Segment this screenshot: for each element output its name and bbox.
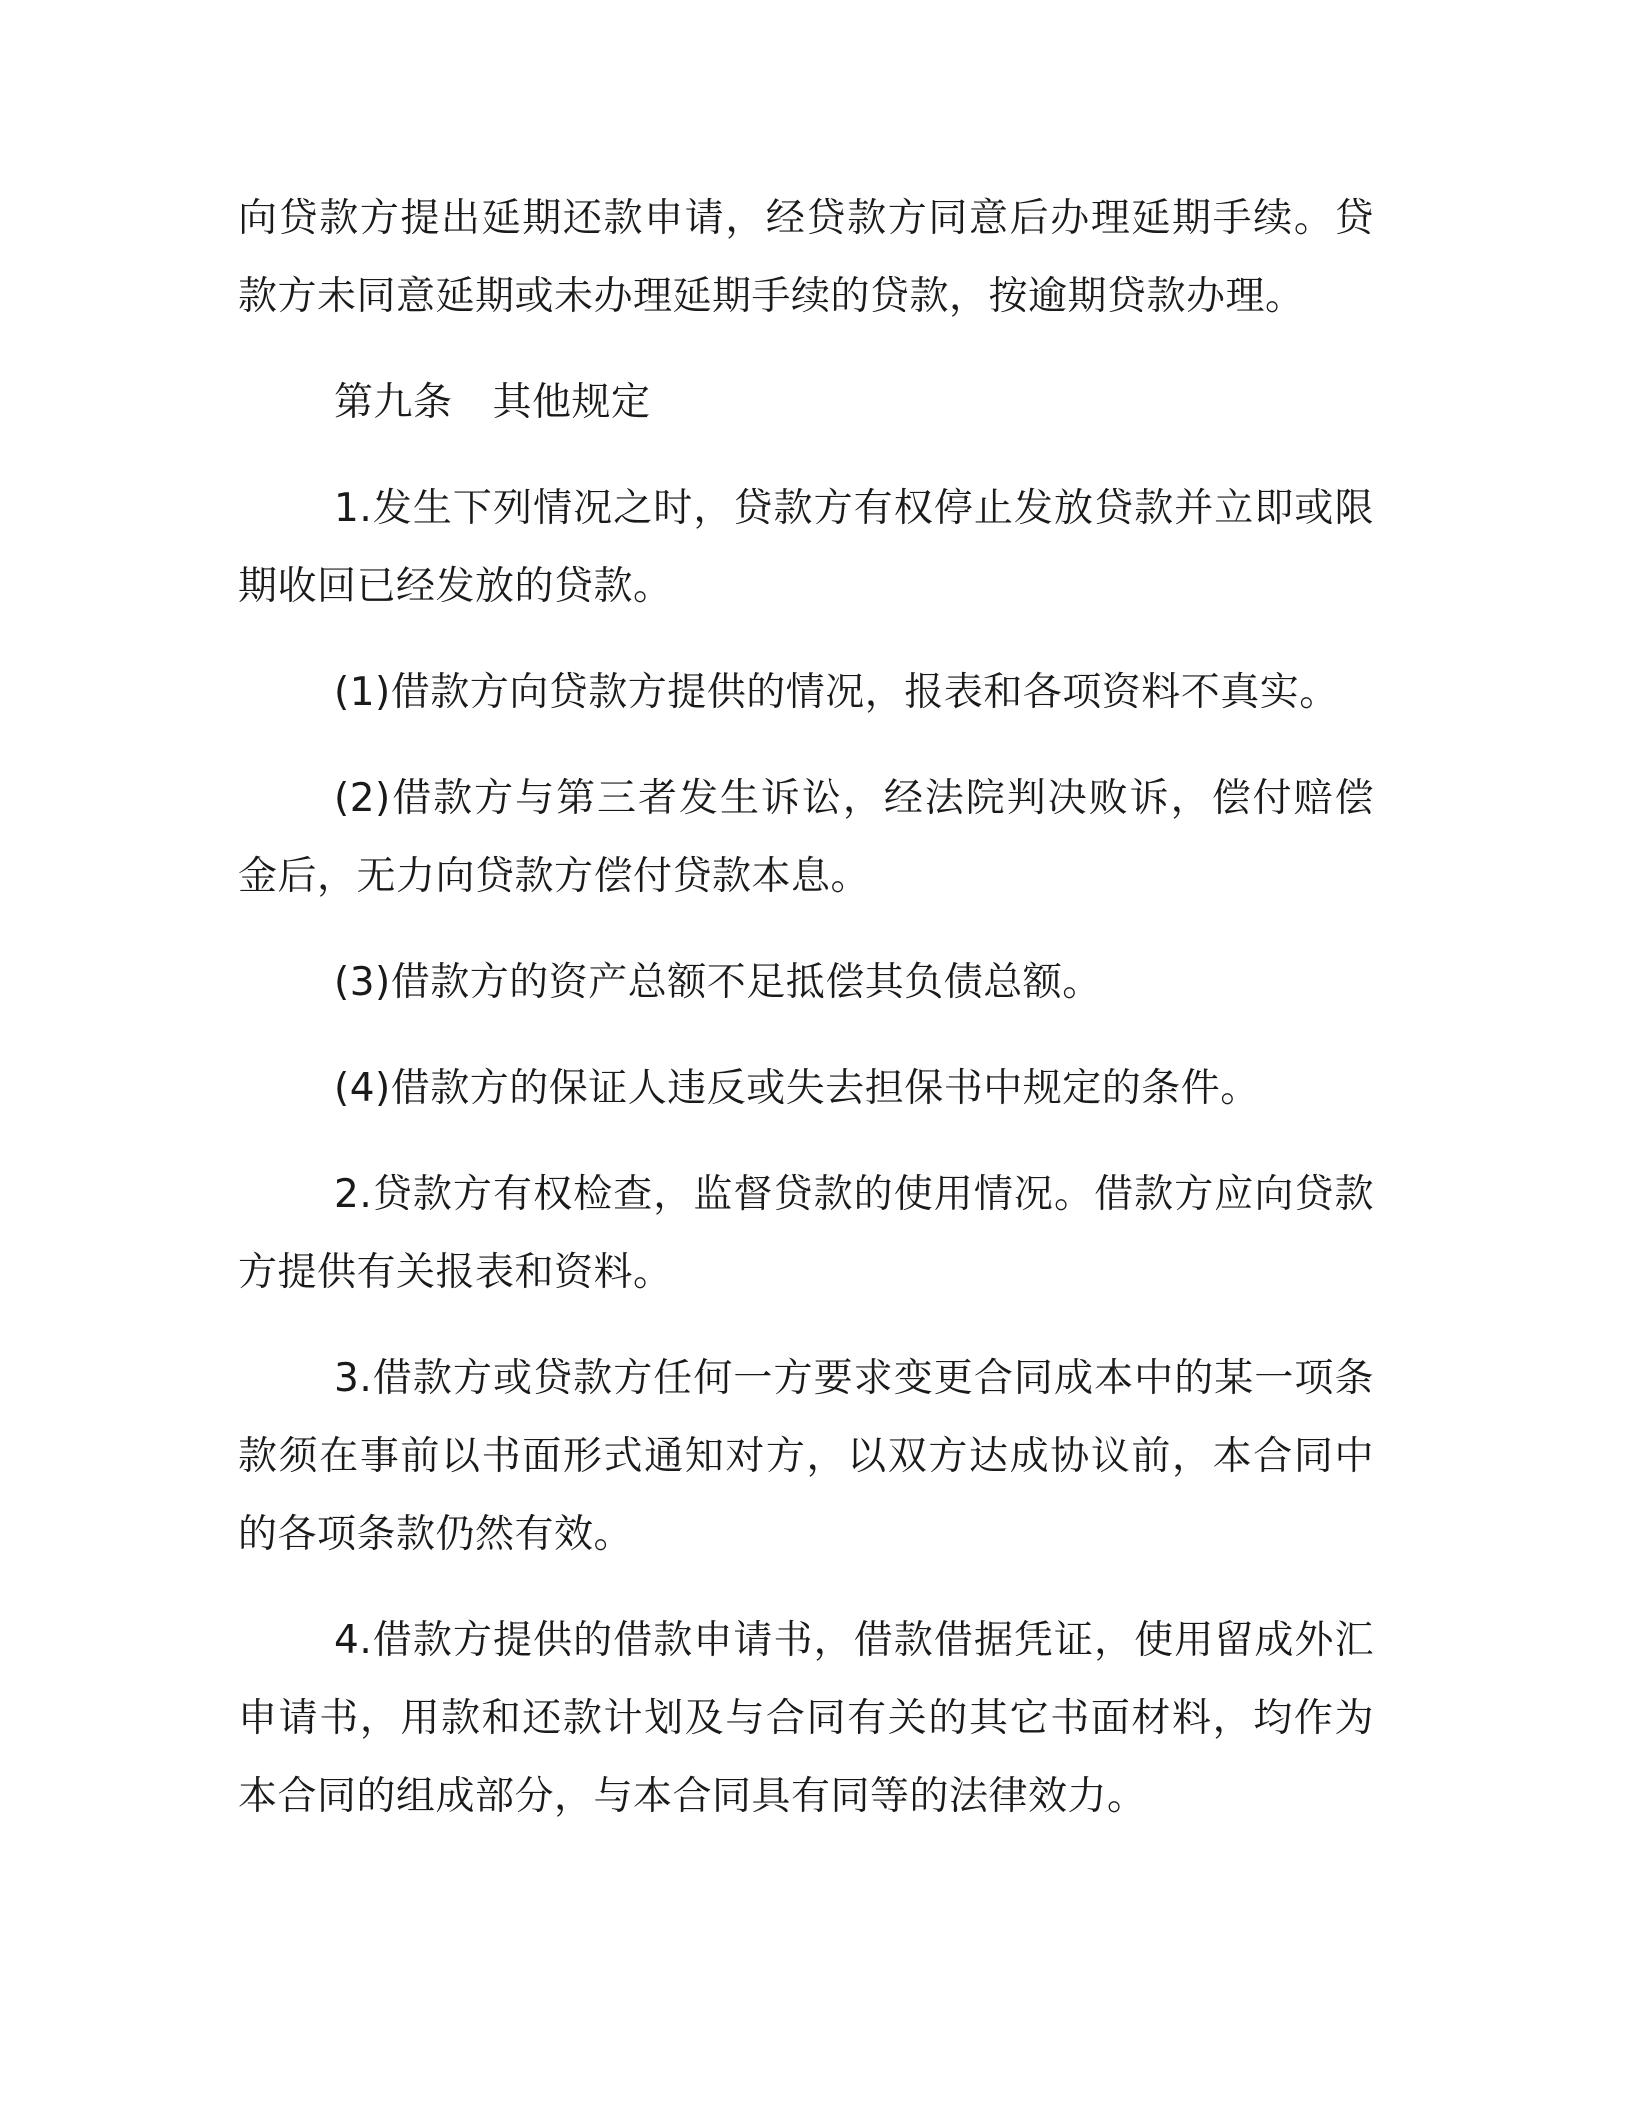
paragraph-item-3: 3.借款方或贷款方任何一方要求变更合同成本中的某一项条款须在事前以书面形式通知对方，以双方达成协议前，本合同中的各项条款仍然有效。 [238,1356,1374,1557]
article-title: 其他规定 [492,380,651,425]
paragraph-item-1: 1.发生下列情况之时，贷款方有权停止发放贷款并立即或限期收回已经发放的贷款。 [238,486,1374,609]
paragraph-item-2: 2.贷款方有权检查，监督贷款的使用情况。借款方应向贷款方提供有关报表和资料。 [238,1172,1374,1295]
paragraph-subitem-3: (3)借款方的资产总额不足抵偿其负债总额。 [334,960,1102,1005]
paragraph-subitem-2: (2)借款方与第三者发生诉讼，经法院判决败诉，偿付赔偿金后，无力向贷款方偿付贷款本息。 [238,776,1374,899]
paragraph-item-4: 4.借款方提供的借款申请书，借款借据凭证，使用留成外汇申请书，用款和还款计划及与合同有关的其它书面材料，均作为本合同的组成部分，与本合同具有同等的法律效力。 [238,1618,1374,1819]
paragraph-subitem-4: (4)借款方的保证人违反或失去担保书中规定的条件。 [334,1066,1260,1111]
paragraph-subitem-1: (1)借款方向贷款方提供的情况，报表和各项资料不真实。 [334,670,1339,715]
article-heading [238,364,1374,442]
article-number: 第九条 [334,380,453,425]
document-page [238,180,1374,1864]
paragraph-extension-clause: 向贷款方提出延期还款申请，经贷款方同意后办理延期手续。贷款方未同意延期或未办理延期手续的贷款，按逾期贷款办理。 [238,196,1374,319]
